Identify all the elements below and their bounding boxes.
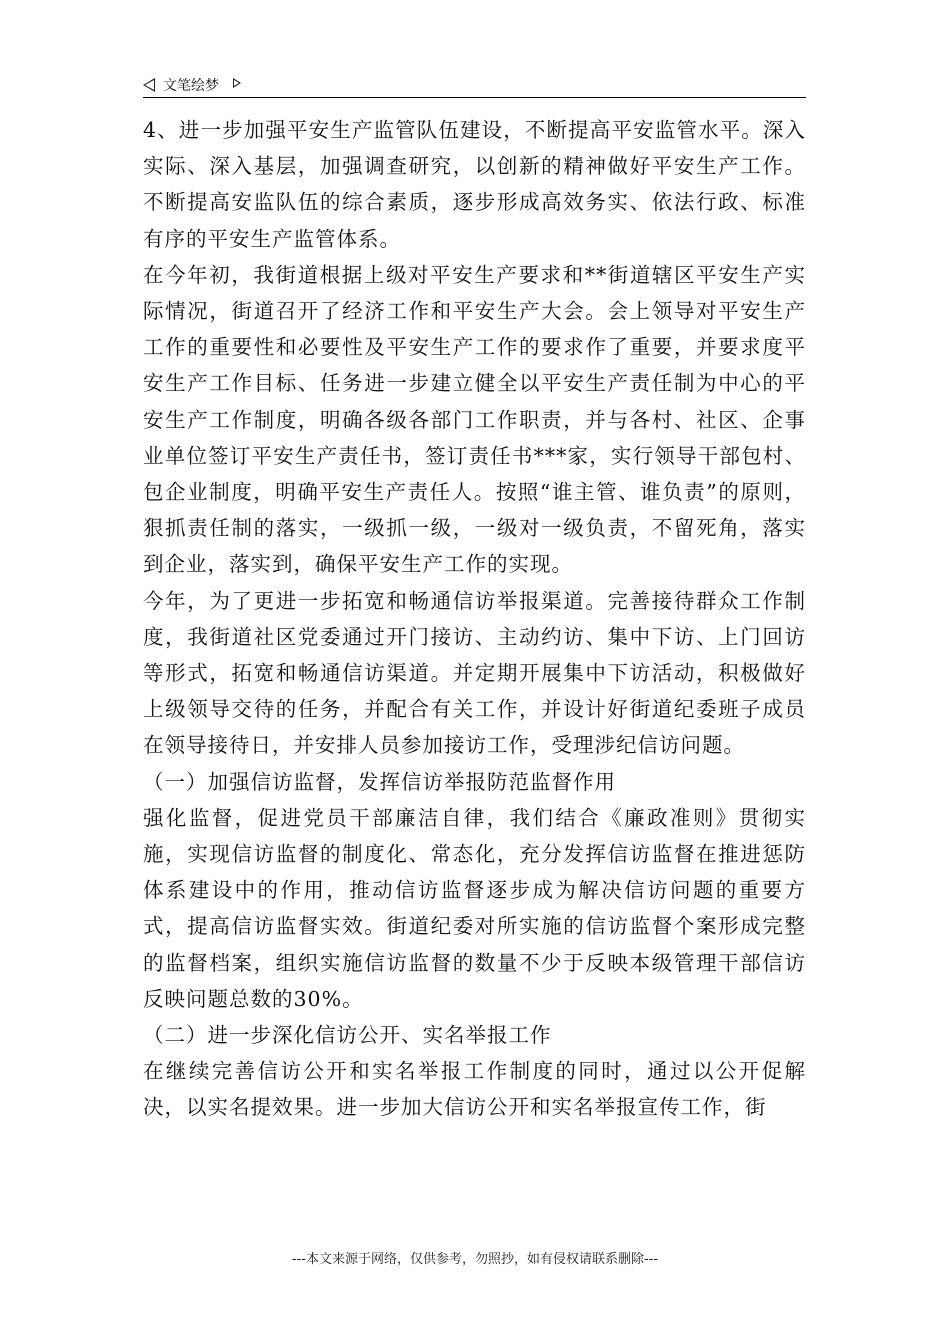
- header-divider: [143, 97, 806, 98]
- section-heading-2: （二）进一步深化信访公开、实名举报工作: [143, 1023, 552, 1048]
- page-header: [143, 72, 806, 96]
- triangle-left-icon: [143, 78, 155, 92]
- paragraph-4: 强化监督，促进党员干部廉洁自律，我们结合《廉政准则》贯彻实施，实现信访监督的制度化、常态化，充分发挥信访监督在推进惩防体系建设中的作用，推动信访监督逐步成为解决信访问题的重要方式，提高信访监督实效。街道纪委对所实施的信访监督个案形成完整的监督档案，组织实施信访监督的数量不少于反映本级管理干部信访反映问题总数的30%。: [143, 805, 806, 1011]
- section-heading-1: （一）加强信访监督，发挥信访举报防范监督作用: [143, 769, 616, 794]
- paragraph-2: 在今年初，我街道根据上级对平安生产要求和**街道辖区平安生产实际情况，街道召开了经济工作和平安生产大会。会上领导对平安生产工作的重要性和必要性及平安生产工作的要求作了重要，并要求度平安生产工作目标、任务进一步建立健全以平安生产责任制为中心的平安生产工作制度，明确各级各部门工作职责，并与各村、社区、企事业单位签订平安生产责任书，签订责任书***家，实行领导干部包村、包企业制度，明确平安生产责任人。按照“谁主管、谁负责”的原则，狠抓责任制的落实，一级抓一级，一级对一级负责，不留死角，落实到企业，落实到，确保平安生产工作的实现。: [143, 262, 806, 577]
- header-brand: 文笔绘梦: [163, 78, 219, 94]
- paragraph-3: 今年，为了更进一步拓宽和畅通信访举报渠道。完善接待群众工作制度，我街道社区党委通过开门接访、主动约访、集中下访、上门回访等形式，拓宽和畅通信访渠道。并定期开展集中下访活动，积极做好上级领导交待的任务，并配合有关工作，并设计好街道纪委班子成员在领导接待日，并安排人员参加接访工作，受理涉纪信访问题。: [143, 588, 806, 758]
- footer-notice: ---本文来源于网络，仅供参考，勿照抄，如有侵权请联系删除---: [291, 1252, 659, 1267]
- triangle-right-icon: [233, 78, 241, 88]
- document-body: [143, 112, 806, 1126]
- paragraph-1: 4、进一步加强平安生产监管队伍建设，不断提高平安监管水平。深入实际、深入基层，加强调查研究，以创新的精神做好平安生产工作。不断提高安监队伍的综合素质，逐步形成高效务实、依法行政、标准有序的平安生产监管体系。: [143, 118, 806, 251]
- paragraph-5: 在继续完善信访公开和实名举报工作制度的同时，通过以公开促解决，以实名提效果。进一步加大信访公开和实名举报宣传工作，街: [143, 1059, 806, 1120]
